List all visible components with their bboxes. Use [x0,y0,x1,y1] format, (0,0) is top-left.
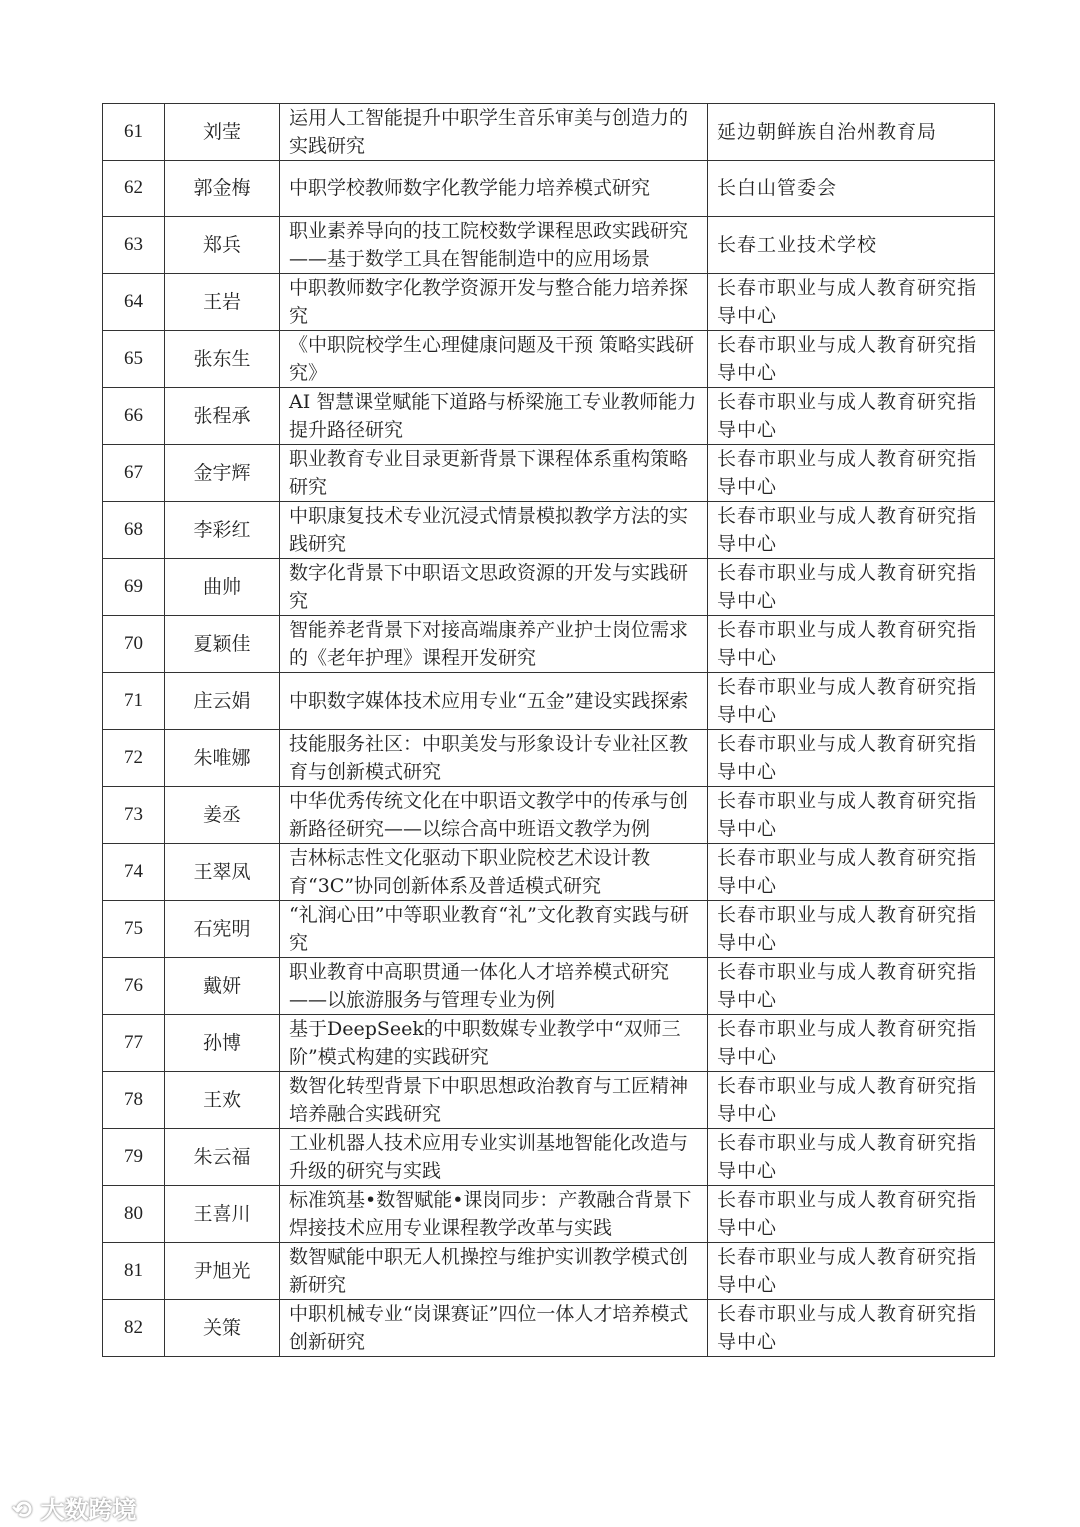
row-number: 64 [103,273,165,330]
person-name: 王翠凤 [165,843,280,900]
person-name: 金宇辉 [165,444,280,501]
person-name: 李彩红 [165,501,280,558]
project-title: 中职数字媒体技术应用专业“五金”建设实践探索 [280,672,708,729]
project-title: 职业教育中高职贯通一体化人才培养模式研究——以旅游服务与管理专业为例 [280,957,708,1014]
row-number: 77 [103,1014,165,1071]
project-title: 中职学校教师数字化教学能力培养模式研究 [280,161,708,217]
table-row [103,161,995,217]
row-number: 81 [103,1242,165,1299]
watermark-text: 大数跨境 [40,1496,137,1524]
row-number: 78 [103,1071,165,1128]
person-name: 刘莹 [165,104,280,161]
watermark-logo: ⟲ 大数跨境 [12,1496,137,1524]
project-title: 职业素养导向的技工院校数学课程思政实践研究——基于数学工具在智能制造中的应用场景 [280,216,708,273]
project-title: 中职康复技术专业沉浸式情景模拟教学方法的实践研究 [280,501,708,558]
organization: 长春市职业与成人教育研究指导中心 [708,444,995,501]
person-name: 王喜川 [165,1185,280,1242]
organization: 长春市职业与成人教育研究指导中心 [708,330,995,387]
organization: 长春市职业与成人教育研究指导中心 [708,1128,995,1185]
organization: 长春市职业与成人教育研究指导中心 [708,387,995,444]
person-name: 张程承 [165,387,280,444]
row-number: 62 [103,161,165,217]
organization: 长春工业技术学校 [708,216,995,273]
row-number: 68 [103,501,165,558]
table-row [103,558,995,615]
person-name: 张东生 [165,330,280,387]
table-row [103,273,995,330]
project-title: 中职机械专业“岗课赛证”四位一体人才培养模式创新研究 [280,1299,708,1356]
person-name: 朱云福 [165,1128,280,1185]
organization: 长春市职业与成人教育研究指导中心 [708,1242,995,1299]
organization: 长春市职业与成人教育研究指导中心 [708,615,995,672]
row-number: 76 [103,957,165,1014]
project-title: 中华优秀传统文化在中职语文教学中的传承与创新路径研究——以综合高中班语文教学为例 [280,786,708,843]
row-number: 65 [103,330,165,387]
project-title: “礼润心田”中等职业教育“礼”文化教育实践与研究 [280,900,708,957]
row-number: 80 [103,1185,165,1242]
table-row [103,1185,995,1242]
organization: 长春市职业与成人教育研究指导中心 [708,729,995,786]
person-name: 郭金梅 [165,161,280,217]
table-row [103,672,995,729]
table-row [103,1299,995,1356]
row-number: 63 [103,216,165,273]
organization: 长春市职业与成人教育研究指导中心 [708,273,995,330]
table-row [103,216,995,273]
row-number: 71 [103,672,165,729]
person-name: 孙博 [165,1014,280,1071]
table-row [103,900,995,957]
project-title: 职业教育专业目录更新背景下课程体系重构策略研究 [280,444,708,501]
row-number: 67 [103,444,165,501]
row-number: 82 [103,1299,165,1356]
organization: 延边朝鲜族自治州教育局 [708,104,995,161]
person-name: 朱唯娜 [165,729,280,786]
row-number: 61 [103,104,165,161]
person-name: 庄云娟 [165,672,280,729]
person-name: 尹旭光 [165,1242,280,1299]
person-name: 姜丞 [165,786,280,843]
organization: 长春市职业与成人教育研究指导中心 [708,843,995,900]
project-title: AI 智慧课堂赋能下道路与桥梁施工专业教师能力提升路径研究 [280,387,708,444]
row-number: 75 [103,900,165,957]
organization: 长春市职业与成人教育研究指导中心 [708,1071,995,1128]
table-row [103,104,995,161]
table-row [103,1128,995,1185]
organization: 长春市职业与成人教育研究指导中心 [708,1185,995,1242]
organization: 长春市职业与成人教育研究指导中心 [708,1299,995,1356]
person-name: 王岩 [165,273,280,330]
project-title: 吉林标志性文化驱动下职业院校艺术设计教育“3C”协同创新体系及普适模式研究 [280,843,708,900]
row-number: 72 [103,729,165,786]
organization: 长春市职业与成人教育研究指导中心 [708,786,995,843]
table-row [103,444,995,501]
table-row [103,729,995,786]
project-list-table [102,103,995,1357]
table-row [103,330,995,387]
person-name: 曲帅 [165,558,280,615]
table-row [103,1242,995,1299]
project-title: 标准筑基•数智赋能•课岗同步：产教融合背景下焊接技术应用专业课程教学改革与实践 [280,1185,708,1242]
person-name: 王欢 [165,1071,280,1128]
table-row [103,1014,995,1071]
table-row [103,786,995,843]
project-title: 数智赋能中职无人机操控与维护实训教学模式创新研究 [280,1242,708,1299]
organization: 长春市职业与成人教育研究指导中心 [708,900,995,957]
table-row [103,615,995,672]
organization: 长春市职业与成人教育研究指导中心 [708,501,995,558]
row-number: 66 [103,387,165,444]
person-name: 夏颖佳 [165,615,280,672]
project-title: 《中职院校学生心理健康问题及干预 策略实践研究》 [280,330,708,387]
person-name: 石宪明 [165,900,280,957]
table-row [103,843,995,900]
project-title: 基于DeepSeek的中职数媒专业教学中“双师三阶”模式构建的实践研究 [280,1014,708,1071]
organization: 长春市职业与成人教育研究指导中心 [708,1014,995,1071]
project-title: 运用人工智能提升中职学生音乐审美与创造力的实践研究 [280,104,708,161]
project-title: 数字化背景下中职语文思政资源的开发与实践研究 [280,558,708,615]
organization: 长春市职业与成人教育研究指导中心 [708,558,995,615]
project-title: 工业机器人技术应用专业实训基地智能化改造与升级的研究与实践 [280,1128,708,1185]
project-title: 数智化转型背景下中职思想政治教育与工匠精神培养融合实践研究 [280,1071,708,1128]
table-row [103,387,995,444]
organization: 长白山管委会 [708,161,995,217]
row-number: 70 [103,615,165,672]
table-row [103,957,995,1014]
table-body [103,104,995,1357]
organization: 长春市职业与成人教育研究指导中心 [708,957,995,1014]
person-name: 戴妍 [165,957,280,1014]
table-row [103,501,995,558]
project-title: 智能养老背景下对接高端康养产业护士岗位需求的《老年护理》课程开发研究 [280,615,708,672]
project-title: 中职教师数字化教学资源开发与整合能力培养探究 [280,273,708,330]
table-row [103,1071,995,1128]
person-name: 郑兵 [165,216,280,273]
row-number: 73 [103,786,165,843]
row-number: 69 [103,558,165,615]
row-number: 79 [103,1128,165,1185]
row-number: 74 [103,843,165,900]
project-title: 技能服务社区：中职美发与形象设计专业社区教育与创新模式研究 [280,729,708,786]
organization: 长春市职业与成人教育研究指导中心 [708,672,995,729]
person-name: 关策 [165,1299,280,1356]
